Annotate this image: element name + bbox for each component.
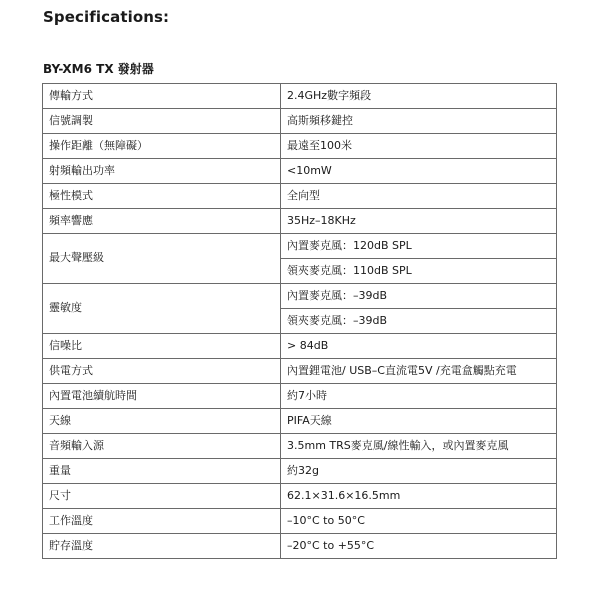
spec-value: 35Hz–18KHz [281,209,557,234]
spec-label: 信號調製 [43,109,281,134]
spec-value: 領夾麥克風：110dB SPL [281,259,557,284]
spec-value: <10mW [281,159,557,184]
spec-row [43,284,557,309]
spec-value: 2.4GHz數字頻段 [281,84,557,109]
spec-value: 3.5mm TRS麥克風/線性輸入，或內置麥克風 [281,434,557,459]
spec-row [43,434,557,459]
spec-row [43,484,557,509]
spec-row [43,509,557,534]
spec-value: 62.1×31.6×16.5mm [281,484,557,509]
spec-row [43,109,557,134]
spec-value: 全向型 [281,184,557,209]
spec-value: 最遠至100米 [281,134,557,159]
spec-label: 音頻輸入源 [43,434,281,459]
spec-label: 信噪比 [43,334,281,359]
spec-value: 高斯頻移鍵控 [281,109,557,134]
spec-row [43,209,557,234]
model-heading: BY-XM6 TX 發射器 [43,62,154,76]
spec-row [43,234,557,259]
spec-value: PIFA天線 [281,409,557,434]
spec-label: 貯存溫度 [43,534,281,559]
spec-value: 內置麥克風：–39dB [281,284,557,309]
spec-row [43,534,557,559]
spec-label: 射頻輸出功率 [43,159,281,184]
spec-value: 內置麥克風：120dB SPL [281,234,557,259]
spec-row [43,459,557,484]
spec-label: 天線 [43,409,281,434]
spec-value: –20°C to +55°C [281,534,557,559]
spec-value: 約32g [281,459,557,484]
spec-label: 供電方式 [43,359,281,384]
spec-label: 尺寸 [43,484,281,509]
spec-row [43,334,557,359]
spec-label: 最大聲壓級 [43,234,281,284]
spec-value: 約7小時 [281,384,557,409]
spec-value: 內置鋰電池/ USB–C直流電5V /充電盒觸點充電 [281,359,557,384]
spec-row [43,384,557,409]
spec-value: > 84dB [281,334,557,359]
spec-value: 領夾麥克風：–39dB [281,309,557,334]
spec-label: 靈敏度 [43,284,281,334]
spec-row [43,159,557,184]
spec-row [43,84,557,109]
page-title: Specifications: [43,8,170,26]
spec-table [42,83,557,559]
spec-label: 傳輸方式 [43,84,281,109]
spec-row [43,359,557,384]
spec-row [43,184,557,209]
spec-value: –10°C to 50°C [281,509,557,534]
spec-row [43,134,557,159]
spec-label: 頻率響應 [43,209,281,234]
spec-row [43,409,557,434]
spec-label: 工作溫度 [43,509,281,534]
spec-label: 極性模式 [43,184,281,209]
spec-label: 內置電池續航時間 [43,384,281,409]
spec-label: 重量 [43,459,281,484]
spec-label: 操作距離（無障礙） [43,134,281,159]
